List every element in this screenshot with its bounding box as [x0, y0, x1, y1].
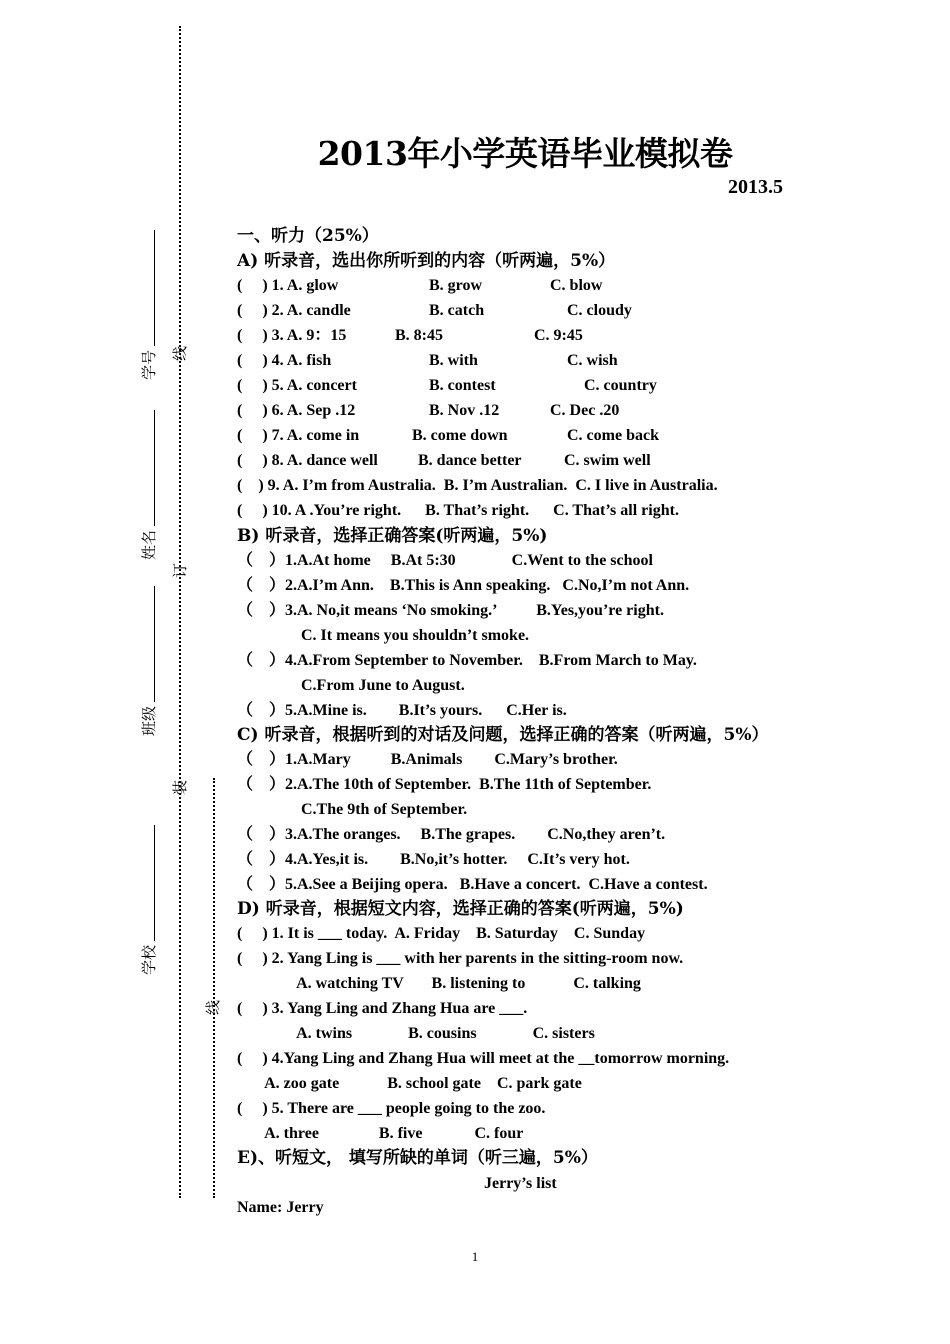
question-stem: ( ) 1. A. glow	[237, 277, 339, 294]
option-c: C. cloudy	[567, 302, 632, 319]
question-row: ( ) 5. There are ___ people going to the zoo.	[237, 1100, 546, 1117]
margin-glyph-fix: 装	[171, 779, 190, 796]
question-row-continued: C.From June to August.	[237, 677, 465, 694]
question-options: A. zoo gate B. school gate C. park gate	[237, 1075, 582, 1092]
option-c: C. 9:45	[534, 327, 583, 344]
option-b: B. grow	[429, 277, 483, 294]
option-b: B. Nov .12	[429, 402, 500, 419]
option-c: C. country	[584, 377, 657, 394]
question-row: （ ）2.A.The 10th of September. B.The 11th of September.	[237, 776, 652, 793]
question-row: ( ) 2. Yang Ling is ___ with her parents in the sitting-room now.	[237, 950, 684, 967]
exam-title: 2013年小学英语毕业模拟卷	[317, 134, 733, 173]
option-c: C. blow	[550, 277, 603, 294]
student-id-field	[138, 230, 160, 380]
question-options: A. watching TV B. listening to C. talking	[237, 975, 641, 992]
question-stem: ( ) 2. A. candle	[237, 302, 351, 319]
section-a-heading: A) 听录音，选出你所听到的内容（听两遍，5%）	[237, 251, 616, 271]
option-c: C. wish	[567, 352, 618, 369]
question-row: （ ）1.A.Mary B.Animals C.Mary’s brother.	[237, 751, 618, 768]
question-options: A. twins B. cousins C. sisters	[237, 1025, 595, 1042]
binding-dotted-line-inner	[213, 778, 215, 1198]
class-label: 班级	[140, 705, 158, 736]
question-row: （ ）5.A.Mine is. B.It’s yours. C.Her is.	[237, 702, 567, 719]
question-row: ( ) 4.Yang Ling and Zhang Hua will meet at the __tomorrow morning.	[237, 1050, 730, 1067]
question-row: ( ) 3. Yang Ling and Zhang Hua are ___.	[237, 1000, 528, 1017]
question-stem: ( ) 4. A. fish	[237, 352, 332, 369]
margin-glyph-bind: 订	[171, 562, 190, 579]
option-b: B. catch	[429, 302, 485, 319]
question-row: （ ）5.A.See a Beijing opera. B.Have a concert. C.Have a contest.	[237, 876, 708, 893]
question-row: ( ) 1. It is ___ today. A. Friday B. Saturday C. Sunday	[237, 925, 646, 942]
option-c: C. Dec .20	[550, 402, 620, 419]
question-row: （ ）4.A.From September to November. B.From March to May.	[237, 652, 697, 669]
question-stem: ( ) 8. A. dance well	[237, 452, 378, 469]
option-b: B. contest	[429, 377, 496, 394]
student-name-label: 姓名	[140, 529, 158, 560]
exam-date: 2013.5	[728, 176, 783, 198]
section-d-heading: D) 听录音，根据短文内容，选择正确的答案(听两遍，5%)	[237, 899, 684, 919]
binding-dotted-line-outer	[179, 26, 181, 1198]
page-number: 1	[471, 1249, 479, 1264]
question-row-continued: C. It means you shouldn’t smoke.	[237, 627, 530, 644]
question-row-continued: C.The 9th of September.	[237, 801, 468, 818]
question-row: （ ）3.A. No,it means ‘No smoking.’ B.Yes,you’re right.	[237, 602, 664, 619]
list-title: Jerry’s list	[484, 1175, 557, 1192]
school-label: 学校	[140, 944, 158, 975]
option-c: C. come back	[567, 427, 659, 444]
school-field	[138, 825, 160, 975]
part-heading-listening: 一、听力（25%）	[237, 226, 379, 246]
section-b-heading: B) 听录音，选择正确答案(听两遍，5%)	[237, 526, 548, 546]
class-field	[138, 586, 160, 736]
question-row: （ ）1.A.At home B.At 5:30 C.Went to the school	[237, 552, 653, 569]
question-stem: ( ) 7. A. come in	[237, 427, 360, 444]
option-b: B. come down	[412, 427, 508, 444]
section-e-heading: E)、听短文， 填写所缺的单词（听三遍，5%）	[237, 1148, 598, 1168]
question-stem: ( ) 3. A. 9：15	[237, 327, 347, 344]
option-c: C. swim well	[564, 452, 651, 469]
question-row: （ ）3.A.The oranges. B.The grapes. C.No,they aren’t.	[237, 826, 666, 843]
student-name-field	[138, 410, 160, 560]
question-stem: ( ) 6. A. Sep .12	[237, 402, 356, 419]
student-id-label: 学号	[140, 349, 158, 380]
section-c-heading: C) 听录音，根据听到的对话及问题，选择正确的答案（听两遍，5%）	[237, 725, 769, 745]
margin-glyph-line-1: 线	[171, 345, 190, 362]
question-options: A. three B. five C. four	[237, 1125, 524, 1142]
question-stem: ( ) 5. A. concert	[237, 377, 357, 394]
question-row: （ ）2.A.I’m Ann. B.This is Ann speaking. C.No,I’m not Ann.	[237, 577, 690, 594]
question-stem: ( ) 9. A. I’m from Australia. B. I’m Australian. C. I live in Australia.	[237, 477, 718, 494]
margin-glyph-line-2: 线	[204, 999, 223, 1016]
option-b: B. with	[429, 352, 478, 369]
option-b: B. dance better	[418, 452, 522, 469]
option-b: B. 8:45	[395, 327, 443, 344]
name-line: Name: Jerry	[237, 1199, 324, 1216]
question-row: （ ）4.A.Yes,it is. B.No,it’s hotter. C.It’s very hot.	[237, 851, 630, 868]
question-stem: ( ) 10. A .You’re right. B. That’s right. C. That’s all right.	[237, 502, 679, 519]
